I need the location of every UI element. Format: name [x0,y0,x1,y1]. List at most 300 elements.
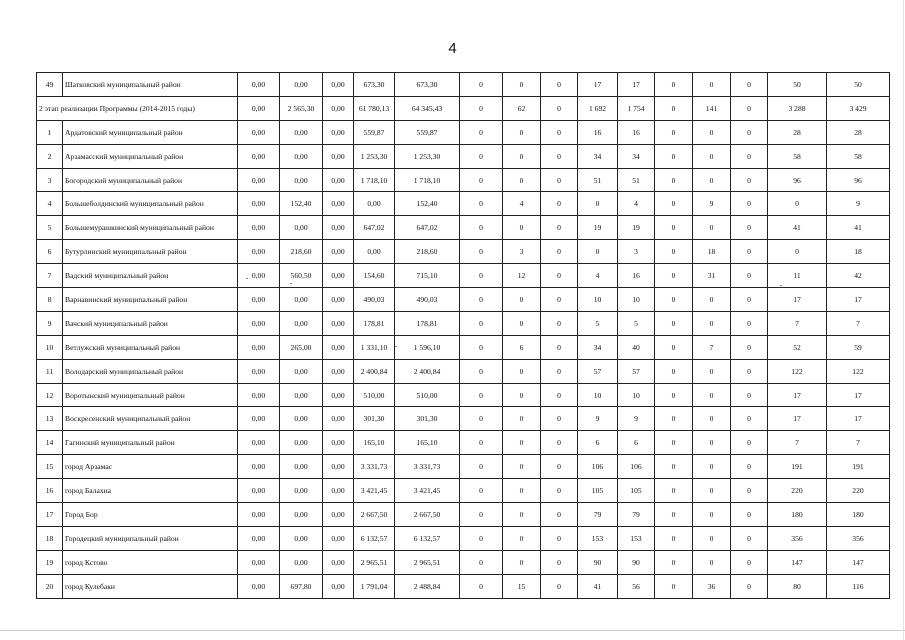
value-cell: 152,40 [280,192,323,216]
value-cell: 51 [618,168,655,192]
value-cell: 0 [693,216,731,240]
value-cell: 41 [827,216,890,240]
value-cell: 40 [618,335,655,359]
value-cell: 218,60 [280,240,323,264]
value-cell: 5 [618,311,655,335]
value-cell: 34 [578,335,618,359]
value-cell: 697,80 [280,574,323,598]
row-number: 17 [37,503,63,527]
value-cell: 0 [460,359,503,383]
value-cell: 0 [731,407,768,431]
value-cell: 0 [655,264,693,288]
value-cell: 0 [731,550,768,574]
row-number: 8 [37,288,63,312]
value-cell: 560,50 [280,264,323,288]
value-cell: 106 [618,455,655,479]
value-cell: 0 [655,192,693,216]
value-cell: 0 [460,288,503,312]
value-cell: 0 [693,431,731,455]
row-number: 7 [37,264,63,288]
row-number: 14 [37,431,63,455]
table-row [37,311,890,335]
value-cell: 122 [827,359,890,383]
district-name: Воротынский муниципальный район [63,383,238,407]
value-cell: 31 [693,264,731,288]
value-cell: 56 [618,574,655,598]
value-cell: 0 [731,264,768,288]
value-cell: 0 [541,73,578,97]
value-cell: 191 [827,455,890,479]
value-cell: 647,02 [395,216,460,240]
value-cell: 0 [503,144,541,168]
value-cell: 58 [827,144,890,168]
value-cell: 0 [541,479,578,503]
value-cell: 18 [827,240,890,264]
value-cell: 0,00 [280,216,323,240]
value-cell: 0 [693,73,731,97]
value-cell: 0 [693,359,731,383]
value-cell: 0,00 [280,383,323,407]
value-cell: 0,00 [323,168,354,192]
value-cell: 510,00 [395,383,460,407]
table-row [37,550,890,574]
value-cell: 559,87 [354,120,395,144]
district-name: Вачский муниципальный район [63,311,238,335]
value-cell: 0 [460,96,503,120]
value-cell: 0 [460,240,503,264]
value-cell: 0 [503,383,541,407]
value-cell: 0,00 [323,479,354,503]
value-cell: 0 [503,120,541,144]
table-row [37,240,890,264]
value-cell: 2 667,50 [354,503,395,527]
value-cell: 7 [827,431,890,455]
value-cell: 0,00 [323,311,354,335]
value-cell: 10 [618,288,655,312]
value-cell: 0 [541,216,578,240]
value-cell: 0,00 [323,574,354,598]
value-cell: 301,30 [354,407,395,431]
value-cell: 141 [693,96,731,120]
value-cell: 0 [503,359,541,383]
value-cell: 559,87 [395,120,460,144]
value-cell: 6 [618,431,655,455]
value-cell: 0 [655,526,693,550]
value-cell: 17 [827,407,890,431]
value-cell: 16 [618,264,655,288]
value-cell: 715,10 [395,264,460,288]
value-cell: 0,00 [238,479,280,503]
value-cell: 17 [827,288,890,312]
value-cell: 180 [768,503,827,527]
value-cell: 0 [731,288,768,312]
value-cell: 0 [731,479,768,503]
value-cell: 0 [460,455,503,479]
value-cell: 0 [503,479,541,503]
value-cell: 0,00 [238,264,280,288]
value-cell: 105 [618,479,655,503]
value-cell: 57 [578,359,618,383]
value-cell: 0,00 [238,168,280,192]
value-cell: 0 [503,407,541,431]
value-cell: 0 [655,168,693,192]
row-number: 18 [37,526,63,550]
value-cell: 2 400,84 [354,359,395,383]
value-cell: 17 [578,73,618,97]
value-cell: 153 [578,526,618,550]
value-cell: 0 [768,192,827,216]
value-cell: 0 [655,479,693,503]
value-cell: 0,00 [280,455,323,479]
table-row [37,264,890,288]
value-cell: 2 965,51 [354,550,395,574]
value-cell: 10 [578,288,618,312]
value-cell: 0,00 [238,144,280,168]
value-cell: 10 [578,383,618,407]
value-cell: 0 [731,216,768,240]
value-cell: 0 [731,526,768,550]
table-row [37,407,890,431]
value-cell: 180 [827,503,890,527]
value-cell: 0,00 [280,479,323,503]
row-number: 3 [37,168,63,192]
row-number: 4 [37,192,63,216]
value-cell: 0 [693,479,731,503]
table-row [37,359,890,383]
value-cell: 18 [693,240,731,264]
value-cell: 2 565,30 [280,96,323,120]
value-cell: 90 [618,550,655,574]
value-cell: 0 [541,264,578,288]
value-cell: 0,00 [323,550,354,574]
value-cell: 0,00 [238,335,280,359]
table-row [37,168,890,192]
value-cell: 9 [618,407,655,431]
value-cell: 0,00 [280,526,323,550]
value-cell: 0 [541,455,578,479]
value-cell: 0,00 [238,240,280,264]
table-row [37,216,890,240]
value-cell: 0,00 [238,192,280,216]
value-cell: 64 345,43 [395,96,460,120]
district-name: Большеболдинский муниципальный район [63,192,238,216]
value-cell: 0,00 [323,335,354,359]
value-cell: 61 780,13 [354,96,395,120]
value-cell: 0 [503,550,541,574]
value-cell: 15 [503,574,541,598]
value-cell: 0 [731,73,768,97]
value-cell: 0 [731,240,768,264]
table-row [37,288,890,312]
value-cell: 0 [655,311,693,335]
value-cell: 19 [618,216,655,240]
table-body [37,73,890,599]
value-cell: 0 [655,96,693,120]
stage-label: 2 этап реализации Программы (2014-2015 годы) [37,96,238,120]
value-cell: 0 [731,503,768,527]
value-cell: 4 [578,264,618,288]
table-row [37,479,890,503]
value-cell: 0 [460,407,503,431]
value-cell: 0,00 [323,120,354,144]
district-name: Город Бор [63,503,238,527]
value-cell: 0 [541,503,578,527]
value-cell: 50 [768,73,827,97]
value-cell: 153 [618,526,655,550]
value-cell: 0 [655,73,693,97]
table-row [37,335,890,359]
value-cell: 0 [460,479,503,503]
value-cell: 0 [693,311,731,335]
value-cell: 0,00 [280,503,323,527]
value-cell: 0 [460,526,503,550]
value-cell: 0 [460,73,503,97]
value-cell: 0,00 [280,311,323,335]
value-cell: 0 [460,550,503,574]
value-cell: 490,03 [395,288,460,312]
value-cell: 0 [731,359,768,383]
value-cell: 0 [503,455,541,479]
value-cell: 0 [731,168,768,192]
value-cell: 116 [827,574,890,598]
table-row [37,574,890,598]
value-cell: 0 [693,383,731,407]
value-cell: 4 [618,192,655,216]
district-name: Воскресенский муниципальный район [63,407,238,431]
value-cell: 3 421,45 [395,479,460,503]
value-cell: 0,00 [238,407,280,431]
value-cell: 0 [655,120,693,144]
value-cell: 0 [503,288,541,312]
row-number: 11 [37,359,63,383]
value-cell: 0 [693,407,731,431]
value-cell: 0 [541,574,578,598]
value-cell: 265,00 [280,335,323,359]
value-cell: 0 [655,455,693,479]
table-row [37,192,890,216]
value-cell: 1 718,10 [395,168,460,192]
value-cell: 12 [503,264,541,288]
value-cell: 0,00 [238,526,280,550]
value-cell: 2 965,51 [395,550,460,574]
value-cell: 0 [655,503,693,527]
value-cell: 0 [460,144,503,168]
district-name: Гагинский муниципальный район [63,431,238,455]
value-cell: 0,00 [323,264,354,288]
value-cell: 220 [827,479,890,503]
value-cell: 57 [618,359,655,383]
district-name: город Балахна [63,479,238,503]
value-cell: 0,00 [323,455,354,479]
row-number: 19 [37,550,63,574]
value-cell: 0,00 [280,407,323,431]
value-cell: 0,00 [238,311,280,335]
value-cell: 3 [503,240,541,264]
value-cell: 59 [827,335,890,359]
table-row [37,526,890,550]
scan-edge-line [0,630,905,631]
value-cell: 0 [541,240,578,264]
value-cell: 0,00 [280,288,323,312]
value-cell: 0 [768,240,827,264]
value-cell: 490,03 [354,288,395,312]
value-cell: 0 [693,455,731,479]
value-cell: 0,00 [323,240,354,264]
data-table [36,72,890,599]
district-name: Городецкий муниципальный район [63,526,238,550]
value-cell: 34 [578,144,618,168]
value-cell: 356 [768,526,827,550]
value-cell: 6 [578,431,618,455]
value-cell: 0,00 [238,288,280,312]
value-cell: 0 [693,144,731,168]
value-cell: 673,30 [354,73,395,97]
value-cell: 7 [693,335,731,359]
value-cell: 10 [618,383,655,407]
value-cell: 58 [768,144,827,168]
value-cell: 2 400,84 [395,359,460,383]
value-cell: 0 [460,120,503,144]
value-cell: 1 754 [618,96,655,120]
row-number: 6 [37,240,63,264]
value-cell: 0 [731,311,768,335]
value-cell: 6 132,57 [395,526,460,550]
value-cell: 165,10 [395,431,460,455]
value-cell: 0 [693,120,731,144]
value-cell: 9 [578,407,618,431]
value-cell: 0 [460,503,503,527]
value-cell: 16 [578,120,618,144]
value-cell: 17 [618,73,655,97]
row-number: 10 [37,335,63,359]
row-number: 9 [37,311,63,335]
value-cell: 0 [731,574,768,598]
value-cell: 50 [827,73,890,97]
value-cell: 0,00 [323,407,354,431]
value-cell: 0 [503,73,541,97]
value-cell: 2 488,84 [395,574,460,598]
value-cell: 0 [693,550,731,574]
value-cell: 0,00 [238,550,280,574]
value-cell: 0 [731,192,768,216]
value-cell: 0,00 [354,192,395,216]
value-cell: 0 [541,359,578,383]
table-row [37,144,890,168]
value-cell: 0 [460,383,503,407]
value-cell: 0,00 [280,73,323,97]
value-cell: 0 [731,96,768,120]
value-cell: 1 692 [578,96,618,120]
table-row [37,383,890,407]
value-cell: 178,81 [354,311,395,335]
value-cell: 0 [541,144,578,168]
value-cell: 0 [460,311,503,335]
value-cell: 220 [768,479,827,503]
value-cell: 36 [693,574,731,598]
value-cell: 0 [655,383,693,407]
value-cell: 0,00 [323,359,354,383]
value-cell: 7 [768,311,827,335]
value-cell: 0,00 [323,526,354,550]
value-cell: 79 [578,503,618,527]
value-cell: 17 [768,288,827,312]
value-cell: 28 [768,120,827,144]
value-cell: 1 718,10 [354,168,395,192]
value-cell: 4 [503,192,541,216]
row-number: 12 [37,383,63,407]
district-name: город Арзамас [63,455,238,479]
value-cell: 0,00 [323,73,354,97]
value-cell: 154,60 [354,264,395,288]
stage-summary-row [37,96,890,120]
district-name: Ветлужский муниципальный район [63,335,238,359]
district-name: Богородский муниципальный район [63,168,238,192]
value-cell: 0 [503,526,541,550]
value-cell: 0 [460,192,503,216]
value-cell: 17 [827,383,890,407]
value-cell: 0,00 [238,503,280,527]
value-cell: 0,00 [238,383,280,407]
value-cell: 0 [541,550,578,574]
value-cell: 0,00 [238,73,280,97]
value-cell: 356 [827,526,890,550]
value-cell: 0 [460,216,503,240]
value-cell: 41 [768,216,827,240]
district-name: Шатковский муниципальный район [63,73,238,97]
value-cell: 105 [578,479,618,503]
value-cell: 0,00 [323,144,354,168]
table-row [37,431,890,455]
value-cell: 0 [460,168,503,192]
value-cell: 6 132,57 [354,526,395,550]
value-cell: 0,00 [280,168,323,192]
value-cell: 0 [731,144,768,168]
value-cell: 2 667,50 [395,503,460,527]
district-name: Бутурлинский муниципальный район [63,240,238,264]
value-cell: 0 [503,168,541,192]
value-cell: 0 [693,288,731,312]
value-cell: 42 [827,264,890,288]
value-cell: 0,00 [323,96,354,120]
value-cell: 0 [655,288,693,312]
table-row [37,73,890,97]
value-cell: 165,10 [354,431,395,455]
value-cell: 0 [693,168,731,192]
value-cell: 3 288 [768,96,827,120]
value-cell: 41 [578,574,618,598]
district-name: город Кулебаки [63,574,238,598]
value-cell: 0 [541,526,578,550]
value-cell: 52 [768,335,827,359]
value-cell: 147 [768,550,827,574]
district-name: Ардатовский муниципальный район [63,120,238,144]
district-name: город Кстово [63,550,238,574]
value-cell: 96 [768,168,827,192]
value-cell: 62 [503,96,541,120]
value-cell: 0 [693,526,731,550]
row-number: 5 [37,216,63,240]
value-cell: 0 [541,335,578,359]
value-cell: 17 [768,407,827,431]
district-name: Вадский муниципальный район [63,264,238,288]
value-cell: 0 [655,144,693,168]
value-cell: 3 429 [827,96,890,120]
row-number: 1 [37,120,63,144]
table-row [37,120,890,144]
scan-speck [780,285,782,286]
scan-speck [290,283,292,284]
row-number: 49 [37,73,63,97]
